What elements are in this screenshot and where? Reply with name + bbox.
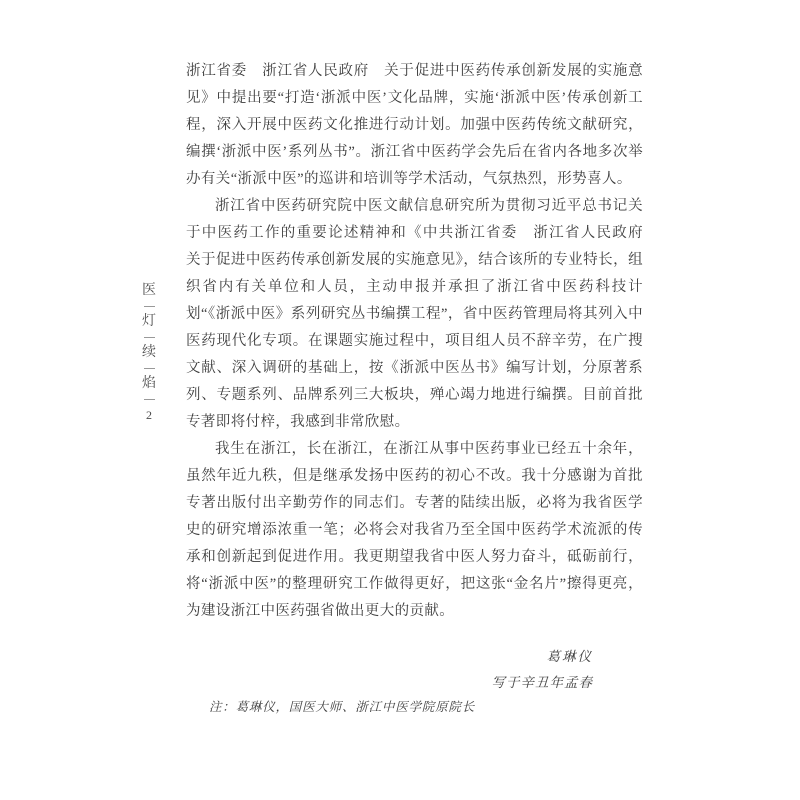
spine-page-number: 2 xyxy=(146,408,152,422)
spine-title-char-4: 焰 xyxy=(142,376,156,391)
spine-divider-line xyxy=(144,368,155,369)
preface-paragraph-1: 浙江省委 浙江省人民政府 关于促进中医药传承创新发展的实施意见》中提出要“打造‘浙派中医’文化品牌，实施‘浙派中医’传承创新工程，深入开展中医药文化推进行动计划。加强中医药传统文献研究，编撰‘浙派中医’系列丛书”。浙江省中医药学会先后在省内各地多次举办有关“浙派中医”的巡讲和培训等学术活动，气氛热烈，形势喜人。 xyxy=(186,63,643,187)
author-name: 葛琳仪 xyxy=(546,649,593,664)
spine-divider-line xyxy=(144,399,155,400)
spine-divider-line xyxy=(144,306,155,307)
spine-title-char-2: 灯 xyxy=(142,314,156,329)
spine-title-char-3: 续 xyxy=(142,345,156,360)
spine-divider-line xyxy=(144,337,155,338)
signature-date: 写于辛丑年孟春 xyxy=(491,675,593,690)
spine-title-char-1: 医 xyxy=(142,283,156,298)
spine-running-title xyxy=(136,284,162,422)
preface-paragraph-2: 浙江省中医药研究院中医文献信息研究所为贯彻习近平总书记关于中医药工作的重要论述精神和《中共浙江省委 浙江省人民政府 关于促进中医药传承创新发展的实施意见》，结合该所的专业特长，组织省内有关单位和人员，主动申报并承担了浙江省中医药科技计划“《浙派中医》系列研究丛书编撰工程”，省中医药管理局将其列入中医药现代化专项。在课题实施过程中，项目组人员不辞辛劳，在广搜文献、深入调研的基础上，按《浙派中医丛书》编写计划，分原著系列、专题系列、品牌系列三大板块，殚心竭力地进行编撰。目前首批专著即将付梓，我感到非常欣慰。 xyxy=(186,198,658,430)
preface-body xyxy=(186,58,658,625)
signature-block xyxy=(186,644,643,696)
footnote-text: 注：葛琳仪，国医大师、浙江中医学院原院长 xyxy=(209,700,476,714)
preface-paragraph-3: 我生在浙江，长在浙江，在浙江从事中医药事业已经五十余年，虽然年近九秩，但是继承发扬中医药的初心不改。我十分感谢为首批专著出版付出辛勤劳作的同志们。专著的陆续出版，必将为我省医学史的研究增添浓重一笔；必将会对我省乃至全国中医药学术流派的传承和创新起到促进作用。我更期望我省中医人努力奋斗，砥砺前行，将“浙派中医”的整理研究工作做得更好，把这张“金名片”擦得更亮，为建设浙江中医药强省做出更大的贡献。 xyxy=(186,441,643,619)
